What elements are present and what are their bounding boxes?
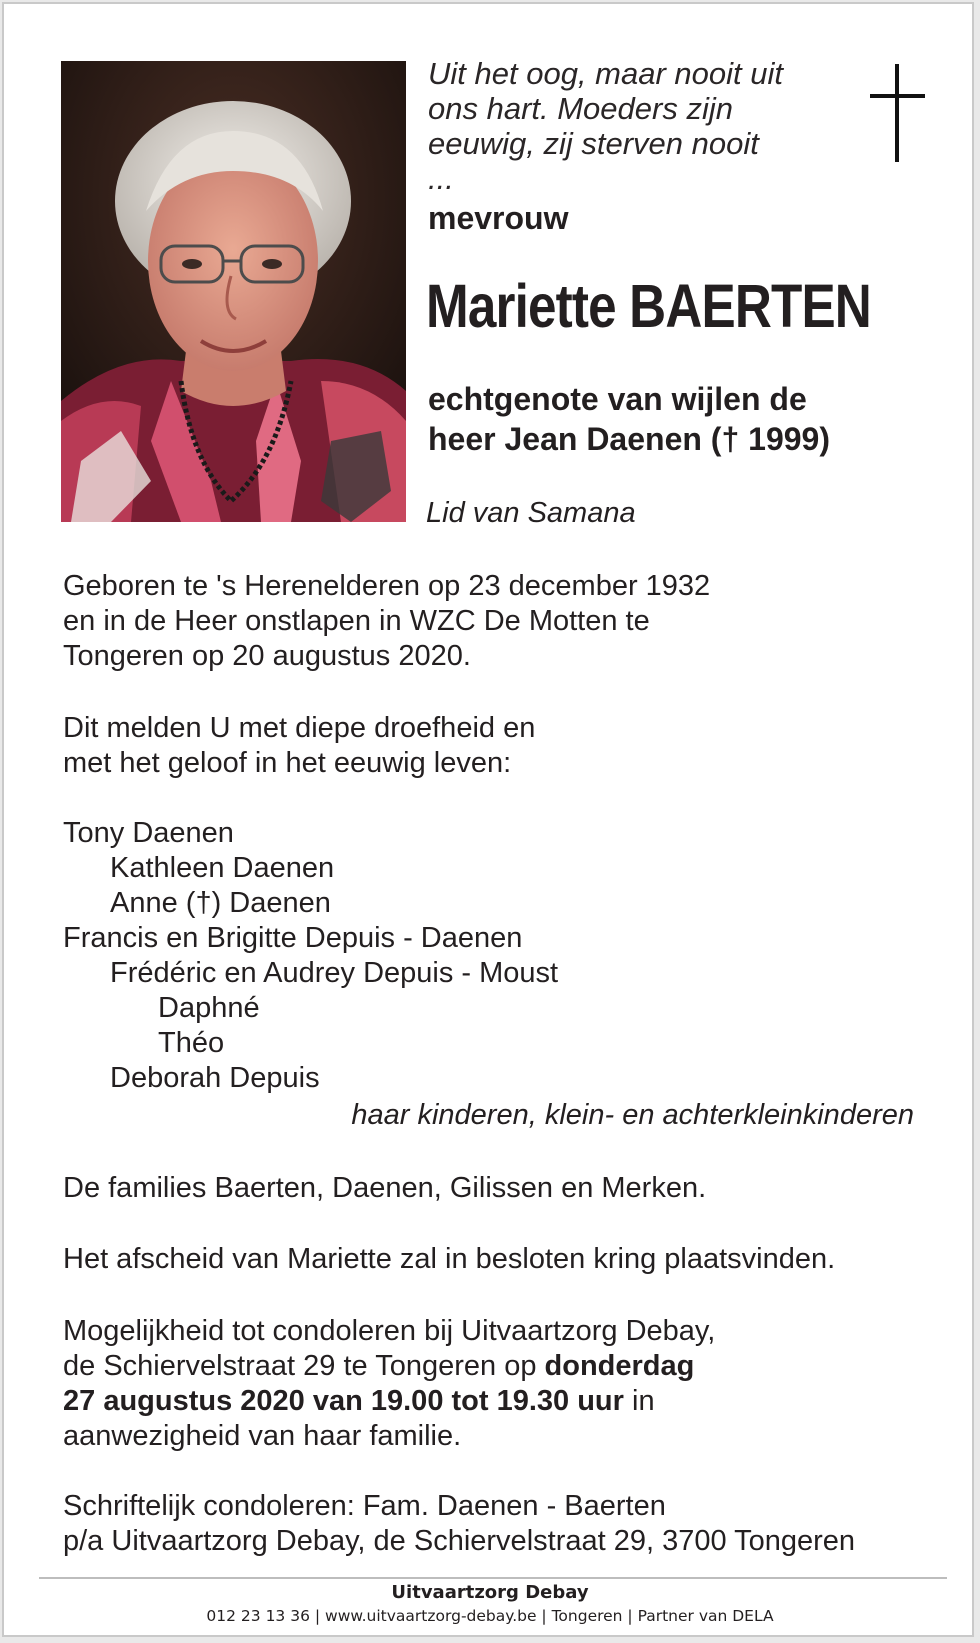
family-relation: haar kinderen, klein- en achterkleinkinderen — [351, 1099, 914, 1131]
visit-date-time: 27 augustus 2020 van 19.00 tot 19.30 uur — [63, 1385, 624, 1417]
honorific-title: mevrouw — [428, 200, 569, 236]
family-member: Théo — [158, 1027, 225, 1059]
family-list — [63, 816, 558, 1096]
text-line — [63, 1349, 715, 1384]
text-line: met het geloof in het eeuwig leven: — [63, 747, 512, 779]
text-span: de Schiervelstraat 29 te Tongeren op — [63, 1350, 545, 1382]
birth-death-paragraph — [63, 569, 710, 674]
membership: Lid van Samana — [426, 497, 636, 529]
text-line: Dit melden U met diepe droefheid en — [63, 712, 536, 744]
text-line: Geboren te 's Herenelderen op 23 december 1932 — [63, 570, 711, 602]
footer-company: Uitvaartzorg Debay — [391, 1582, 589, 1603]
text-span: in — [623, 1385, 655, 1417]
text-line: en in de Heer onstlapen in WZC De Motten te — [63, 605, 650, 637]
footer-divider — [39, 1577, 947, 1579]
family-member: Francis en Brigitte Depuis - Daenen — [63, 922, 523, 954]
footer-contact: 012 23 13 36 | www.uitvaartzorg-debay.be | Tongeren | Partner van DELA — [206, 1607, 774, 1625]
family-member: Tony Daenen — [63, 817, 234, 849]
quote-line: ons hart. Moeders zijn — [428, 91, 733, 126]
spouse-line: echtgenote van wijlen de — [428, 381, 807, 417]
family-member: Frédéric en Audrey Depuis - Moust — [110, 957, 559, 989]
farewell-line: Het afscheid van Mariette zal in besloten kring plaatsvinden. — [63, 1243, 836, 1275]
text-line: Tongeren op 20 augustus 2020. — [63, 640, 471, 672]
family-member: Daphné — [158, 992, 260, 1024]
text-line: p/a Uitvaartzorg Debay, de Schiervelstraat 29, 3700 Tongeren — [63, 1525, 856, 1557]
visit-day: donderdag — [544, 1350, 695, 1382]
family-member: Kathleen Daenen — [110, 852, 335, 884]
text-line: Schriftelijk condoleren: Fam. Daenen - Baerten — [63, 1490, 666, 1522]
written-condolence — [63, 1489, 855, 1559]
deceased-name: Mariette BAERTEN — [426, 272, 871, 340]
spouse-info — [428, 379, 830, 459]
text-line — [63, 1384, 715, 1419]
family-member: Anne (†) Daenen — [110, 887, 331, 919]
family-member: Deborah Depuis — [110, 1062, 320, 1094]
families-line: De families Baerten, Daenen, Gilissen en Merken. — [63, 1172, 707, 1204]
memorial-quote — [428, 56, 788, 196]
death-notice-card — [2, 2, 974, 1637]
announcement-paragraph — [63, 711, 535, 781]
cross-icon — [866, 64, 926, 164]
portrait-photo — [61, 61, 406, 522]
text-line: Mogelijkheid tot condoleren bij Uitvaartzorg Debay, — [63, 1315, 716, 1347]
spouse-line: heer Jean Daenen († 1999) — [428, 421, 830, 457]
text-line: aanwezigheid van haar familie. — [63, 1420, 462, 1452]
quote-line: Uit het oog, maar nooit uit — [428, 56, 783, 91]
condolence-paragraph — [63, 1314, 715, 1454]
quote-line: eeuwig, zij sterven nooit ... — [428, 126, 759, 196]
